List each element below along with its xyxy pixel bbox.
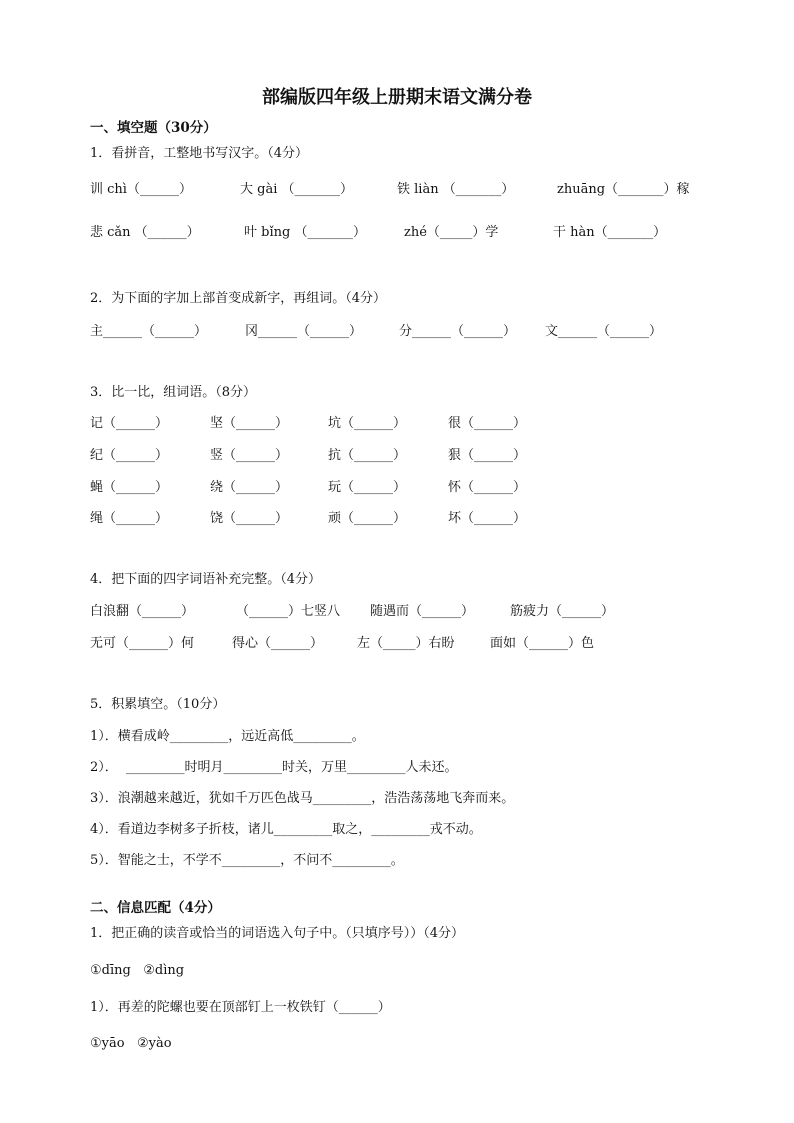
q3-item: 狠（______） — [448, 448, 527, 463]
q3-item: 绕（______） — [210, 480, 289, 495]
q2-item: 文______（______） — [545, 324, 663, 339]
q3-item: 饶（______） — [210, 511, 289, 526]
q1-item: 大 gài （_______） — [240, 182, 353, 197]
q3-item: 纪（______） — [90, 448, 169, 463]
page-title: 部编版四年级上册期末语文满分卷 — [262, 87, 532, 108]
q3-item: 绳（______） — [90, 511, 169, 526]
q2-prompt: 2．为下面的字加上部首变成新字，再组词。（4分） — [90, 291, 387, 306]
s2-options: ①yāo ②yào — [90, 1036, 172, 1051]
s2-options: ①dīng ②dìng — [90, 963, 185, 978]
q3-item: 竖（______） — [210, 448, 289, 463]
q4-item: 随遇而（______） — [370, 604, 475, 619]
q4-item: （______）七竖八 — [236, 604, 341, 619]
q1-item: 叶 bǐng （_______） — [244, 225, 366, 240]
q3-item: 坏（______） — [448, 511, 527, 526]
q3-item: 玩（______） — [328, 480, 407, 495]
q4-item: 无可（______）何 — [90, 636, 195, 651]
q3-item: 抗（______） — [328, 448, 407, 463]
q4-item: 得心（______） — [232, 636, 324, 651]
q5-line: 3）．浪潮越来越近，犹如千万匹色战马_________，浩浩荡荡地飞奔而来。 — [90, 791, 515, 806]
q4-item: 面如（______）色 — [490, 636, 595, 651]
q5-line: 1）．横看成岭_________，远近高低_________。 — [90, 729, 365, 744]
q1-item: 干 hàn（_______） — [553, 225, 667, 240]
section2-heading: 二、信息匹配（4分） — [90, 900, 221, 916]
q3-item: 坚（______） — [210, 416, 289, 431]
q2-item: 冈______（______） — [245, 324, 363, 339]
q1-item: 铁 liàn （_______） — [397, 182, 515, 197]
q4-item: 筋疲力（______） — [510, 604, 615, 619]
q3-item: 坑（______） — [328, 416, 407, 431]
q3-prompt: 3．比一比，组词语。（8分） — [90, 385, 257, 400]
section1-heading: 一、填空题（30分） — [90, 120, 217, 136]
q1-item: 训 chì（______） — [90, 182, 192, 197]
q3-item: 蝇（______） — [90, 480, 169, 495]
q1-item: 悲 cǎn （______） — [90, 225, 200, 240]
q2-item: 分______（______） — [399, 324, 517, 339]
q5-line: 2）． _________时明月_________时关，万里_________人未还。 — [90, 760, 458, 775]
q3-item: 怀（______） — [448, 480, 527, 495]
q2-item: 主______（______） — [90, 324, 208, 339]
q3-item: 很（______） — [448, 416, 527, 431]
q4-prompt: 4．把下面的四字词语补充完整。（4分） — [90, 572, 322, 587]
q3-item: 记（______） — [90, 416, 169, 431]
q5-prompt: 5．积累填空。（10分） — [90, 697, 226, 712]
q5-line: 5）．智能之士，不学不_________，不问不_________。 — [90, 853, 404, 868]
q4-item: 左（_____）右盼 — [357, 636, 455, 651]
q1-prompt: 1．看拼音，工整地书写汉字。（4分） — [90, 146, 309, 161]
q1-item: zhé（_____）学 — [404, 225, 499, 240]
q4-item: 白浪翻（______） — [90, 604, 195, 619]
s2-q1-prompt: 1．把正确的读音或恰当的词语选入句子中。（只填序号））（4分） — [90, 926, 465, 941]
s2-sentence: 1）．再差的陀螺也要在顶部钉上一枚铁钉（______） — [90, 1000, 391, 1015]
q3-item: 顽（______） — [328, 511, 407, 526]
q5-line: 4）．看道边李树多子折枝，诸儿_________取之，_________戎不动。 — [90, 822, 482, 837]
q1-item: zhuāng（_______）稼 — [557, 182, 690, 197]
